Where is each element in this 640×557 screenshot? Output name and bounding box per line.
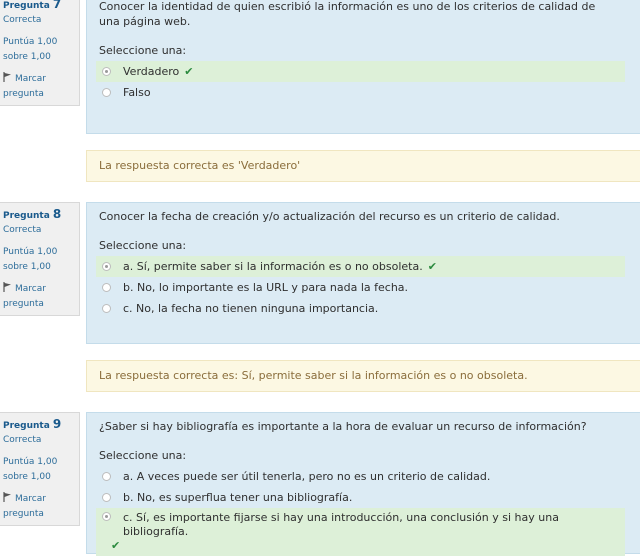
answer-label: Falso [123, 86, 151, 99]
flag-icon [3, 72, 13, 82]
radio-button[interactable] [102, 304, 111, 313]
answer-option[interactable] [99, 466, 633, 487]
question-title-label: Pregunta [3, 211, 50, 221]
radio-button[interactable] [102, 512, 111, 521]
answer-label: b. No, lo importante es la URL y para nada la fecha. [123, 281, 409, 294]
radio-button[interactable] [102, 283, 111, 292]
flag-icon [3, 282, 13, 292]
answer-label: c. Sí, es importante fijarse si hay una introducción, una conclusión y si hay una bibliografía. [123, 511, 559, 538]
flag-label: Marcar pregunta [3, 74, 46, 99]
answer-option[interactable] [96, 61, 625, 82]
feedback-correct-answer: La respuesta correcta es 'Verdadero' [86, 150, 640, 182]
question-info [0, 412, 80, 526]
radio-button[interactable] [102, 262, 111, 271]
check-icon: ✔ [184, 65, 194, 78]
question-number: 9 [52, 417, 62, 431]
question-title [3, 0, 79, 13]
radio-button[interactable] [102, 67, 111, 76]
check-icon: ✔ [111, 539, 121, 552]
answer-list [99, 61, 633, 103]
answer-label: c. No, la fecha no tienen ninguna importancia. [123, 302, 379, 315]
answer-option[interactable] [99, 487, 633, 508]
question-content [86, 412, 640, 554]
answer-label: a. Sí, permite saber si la información es o no obsoleta. [123, 260, 423, 273]
radio-button[interactable] [102, 88, 111, 97]
answer-list [99, 466, 633, 556]
question-grade: Puntúa 1,00 sobre 1,00 [3, 457, 58, 482]
question-content [86, 202, 640, 344]
question-title-label: Pregunta [3, 1, 50, 11]
question-text: Conocer la fecha de creación y/o actualización del recurso es un criterio de calidad. [99, 210, 560, 223]
answer-list [99, 256, 633, 319]
answer-prompt: Seleccione una: [99, 44, 187, 57]
radio-button[interactable] [102, 472, 111, 481]
answer-option[interactable] [99, 298, 633, 319]
question-number: 7 [52, 0, 62, 11]
question-info [0, 0, 80, 106]
answer-option[interactable] [99, 277, 633, 298]
flag-label: Marcar pregunta [3, 494, 46, 519]
question-grade: Puntúa 1,00 sobre 1,00 [3, 37, 58, 62]
answer-label: b. No, es superflua tener una bibliografía. [123, 491, 353, 504]
answer-label: a. A veces puede ser útil tenerla, pero no es un criterio de calidad. [123, 470, 491, 483]
answer-label: Verdadero [123, 65, 180, 78]
question-state: Correcta [3, 15, 42, 25]
question-grade: Puntúa 1,00 sobre 1,00 [3, 247, 58, 272]
answer-option[interactable] [96, 256, 625, 277]
answer-option[interactable] [99, 82, 633, 103]
feedback-correct-answer: La respuesta correcta es: Sí, permite saber si la información es o no obsoleta. [86, 360, 640, 392]
flag-icon [3, 492, 13, 502]
question-text: Conocer la identidad de quien escribió la información es uno de los criterios de calidad de una página web. [99, 0, 596, 28]
question-content [86, 0, 640, 134]
question-title [3, 207, 79, 223]
question-state: Correcta [3, 435, 42, 445]
answer-prompt: Seleccione una: [99, 239, 187, 252]
answer-prompt: Seleccione una: [99, 449, 187, 462]
check-icon: ✔ [427, 260, 437, 273]
radio-button[interactable] [102, 493, 111, 502]
flag-label: Marcar pregunta [3, 284, 46, 309]
question-text: ¿Saber si hay bibliografía es importante a la hora de evaluar un recurso de información? [99, 420, 587, 433]
question-state: Correcta [3, 225, 42, 235]
flag-question-link[interactable] [3, 492, 79, 522]
flag-question-link[interactable] [3, 72, 79, 102]
question-title [3, 417, 79, 433]
question-number: 8 [52, 207, 62, 221]
flag-question-link[interactable] [3, 282, 79, 312]
question-title-label: Pregunta [3, 421, 50, 431]
answer-option[interactable] [96, 508, 625, 556]
question-info [0, 202, 80, 316]
